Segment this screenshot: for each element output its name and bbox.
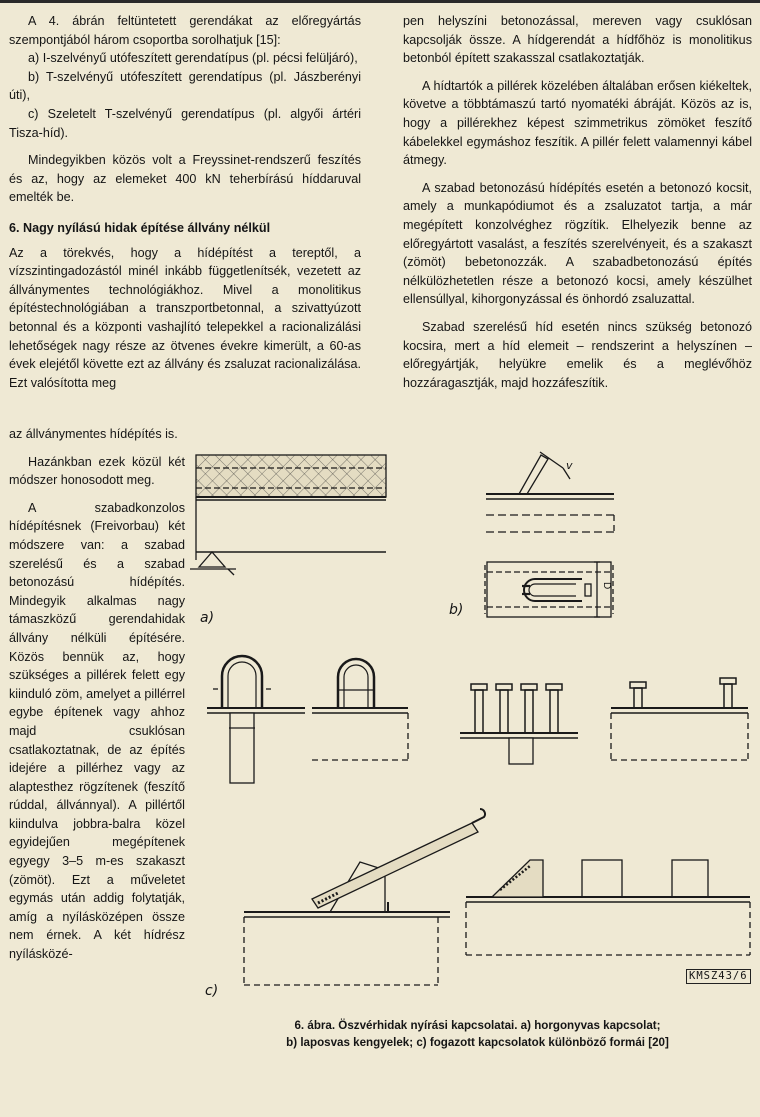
dimension-label-d: D (601, 582, 612, 590)
figure-label-b: b) (449, 602, 464, 618)
paragraph: az állványmentes hídépítés is. (9, 427, 178, 441)
paragraph: Az a törekvés, hogy a hídépítést a tereptől, a vízszintingadozástól minél inkább függetlenítsék, vezetett az állványmentes technológiákhoz. Mivel a monolitikus építéstechnológiában a transzportbetonnal, a szivattyúzott betonnal és a központi vashajlító telepekkel a racionalizálási lehetőségek nagy része az ötvenes évekre kimerült, a 60-as évek elejétől követte ezt az állvány és zsaluzat racionalizálása. Ezt valósította meg (9, 245, 361, 390)
paragraph: Hazánkban ezek közül két módszer honosodott meg. (9, 454, 185, 488)
paragraph: A szabadkonzolos hídépítésnek (Freivorbau) két módszere van: a szabad szerelésű és a szabad betonozású hídépítés. Mindegyik alkalmas nagy támaszközű gerendahidak állvány nélküli építésére. Közös bennük az, hogy szükséges a pillérek felett egy kiinduló zöm, amelyet a pillérrel egybe építenek vagy ahhoz majd csuklósan csatlakoztatnak, de az építés idejére a pillérhez vagy az alaptesthez rögzítenek (feszítő rúddal, állvánnyal). A pillértől kiindulva jobbra-balra közel egyidejűen megépítenek egyegy 3–5 m-es szakaszt (zömöt). Ezt a műveletet egymás után addig folytatják, amíg a nyílásközépen össze nem érnek. A két hídrész nyílásközé- (9, 500, 185, 962)
caption-line: 6. ábra. Öszvérhidak nyírási kapcsolatai. a) horgonyvas kapcsolat; (294, 1019, 661, 1032)
figure-stamp: KMSZ43/6 (686, 969, 751, 984)
figure-a-anchor-bar (190, 455, 386, 575)
list-item: a) I-szelvényű utófeszített gerendatípus (pl. pécsi felüljáró), (28, 51, 358, 66)
figure-label-c: c) (205, 983, 219, 999)
figure-c-connectors (207, 656, 750, 985)
paragraph: pen helyszíni betonozással, mereven vagy csuklósan kapcsolják össze. A hídgerendát a hídfőhöz is monolitikus betonból épített szakasszal csatlakoztatják. (403, 14, 752, 66)
paragraph: Mindegyikben közös volt a Freyssinet-rendszerű feszítés és az, hogy az elemeket 400 kN teherbírású híddaruval emelték be. (9, 153, 361, 205)
dimension-label-v: v (566, 459, 573, 472)
figure-label-a: a) (200, 610, 215, 626)
paragraph: Szabad szerelésű híd esetén nincs szükség betonozó kocsira, mert a híd elemeit – rendszerint a helyszínen – előregyártják, helyükre emelik és a meglévőhöz hozzáragasztják, majd hozzáfeszítik. (403, 319, 752, 390)
figure-caption (205, 1017, 750, 1051)
paragraph: A hídtartók a pillérek közelében általában erősen kiékeltek, követve a többtámaszú tartó nyomatéki ábráját. Közös az is, hogy a pillérekhez képest szimmetrikus zömöket feszítő kábelekkel egymáshoz feszítik. A pillér felett valamennyi kábel átmegy. (403, 78, 752, 168)
list-item: b) T-szelvényű utófeszített gerendatípus (pl. Jászberényi úti), (9, 69, 361, 103)
caption-line: b) laposvas kengyelek; c) fogazott kapcsolatok különböző formái [20] (286, 1036, 669, 1049)
paragraph: A szabad betonozású hídépítés esetén a betonozó kocsit, amely a munkapódiumot és a zsaluzatot tartja, a már megépített konzolvéghez rögzítik. Elhelyezik benne az előregyártott vasalást, a feszítés szerelvényeit, és a szakaszt (zömöt) bebetonozzák. A szabadbetonozású építés nélkülözhetetlen része a betonozó kocsi, amely készülhet ellensúllyal, kihorgonyzással és önhordó zsaluzattal. (403, 180, 752, 307)
section-heading: 6. Nagy nyílású hidak építése állvány nélkül (9, 220, 271, 235)
list-item: c) Szeletelt T-szelvényű gerendatípus (pl. algyői ártéri Tisza-híd). (9, 106, 361, 140)
figure-b-flat-bar-stirrup (485, 452, 614, 617)
paragraph: A 4. ábrán feltüntetett gerendákat az előregyártás szempontjából három csoportba sorolhatjuk [15]: (9, 14, 361, 47)
